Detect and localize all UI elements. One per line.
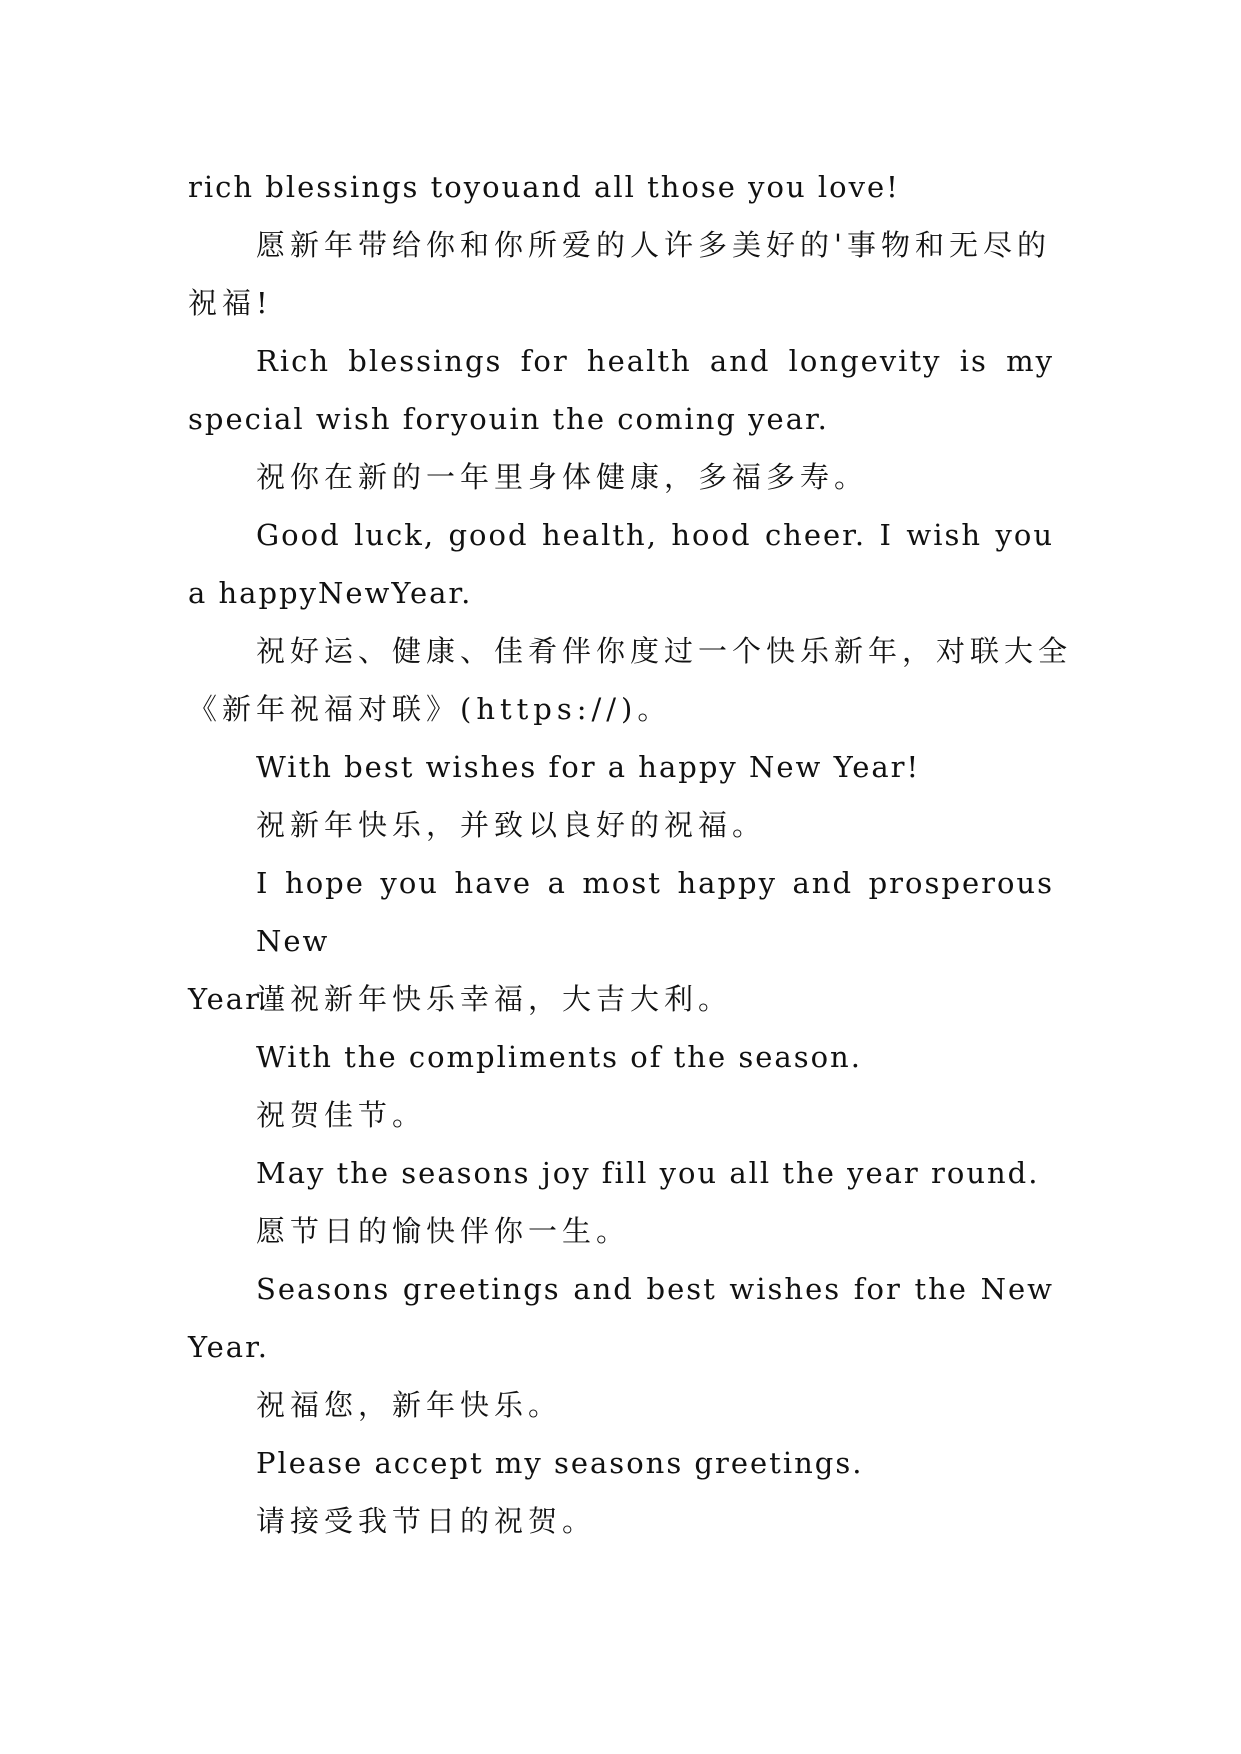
paragraph-cn: [188, 1376, 1054, 1434]
text-line: Seasons greetings and best wishes for the New: [256, 1272, 1054, 1306]
text-line: I hope you have a most happy and prosperous New: [256, 866, 1054, 958]
text-line: May the seasons joy fill you all the year round.: [256, 1156, 1040, 1190]
text-line: Year.: [188, 982, 269, 1016]
paragraph-cn: [188, 216, 1054, 332]
paragraph-en: [188, 1434, 1054, 1492]
text-line: With the compliments of the season.: [256, 1040, 862, 1074]
text-line: a happyNewYear.: [188, 576, 473, 610]
text-line: 祝好运、健康、佳肴伴你度过一个快乐新年，对联大全: [256, 634, 1073, 668]
paragraph-en: [188, 506, 1054, 622]
document-body: [188, 158, 1073, 1550]
paragraph-cn: [188, 1202, 1054, 1260]
text-line: With best wishes for a happy New Year!: [256, 750, 921, 784]
paragraph-en: [188, 1028, 1054, 1086]
paragraph-cn: [188, 1086, 1054, 1144]
text-line: 愿节日的愉快伴你一生。: [256, 1214, 631, 1248]
text-line: Rich blessings for health and longevity is my: [256, 344, 1054, 378]
text-line: 祝福您，新年快乐。: [256, 1388, 563, 1422]
text-line: 祝贺佳节。: [256, 1098, 427, 1132]
text-line: 愿新年带给你和你所爱的人许多美好的'事物和无尽的: [256, 228, 1051, 262]
paragraph-cn: [188, 622, 1073, 738]
paragraph-cn: [188, 448, 1054, 506]
text-line: special wish foryouin the coming year.: [188, 402, 829, 436]
text-line: 祝福!: [188, 286, 273, 320]
paragraph-en: [188, 332, 1054, 448]
text-line: 《新年祝福对联》(https://)。: [188, 692, 672, 726]
paragraph-en: [188, 158, 1054, 216]
text-line: 祝你在新的一年里身体健康，多福多寿。: [256, 460, 869, 494]
text-line: Good luck, good health, hood cheer. I wish you: [256, 518, 1054, 552]
text-line: 祝新年快乐，并致以良好的祝福。: [256, 808, 767, 842]
paragraph-cn: [188, 796, 1054, 854]
text-line: Year.: [188, 1330, 269, 1364]
paragraph-en: [188, 1144, 1054, 1202]
paragraph-cn: [188, 1492, 1054, 1550]
text-line: Please accept my seasons greetings.: [256, 1446, 864, 1480]
text-line: 请接受我节日的祝贺。: [256, 1504, 597, 1538]
paragraph-en: [188, 1260, 1054, 1376]
paragraph-en: [188, 738, 1054, 796]
paragraph-cn: [188, 970, 1054, 1028]
text-line: rich blessings toyouand all those you love!: [188, 170, 900, 204]
text-line: 谨祝新年快乐幸福，大吉大利。: [256, 982, 733, 1016]
